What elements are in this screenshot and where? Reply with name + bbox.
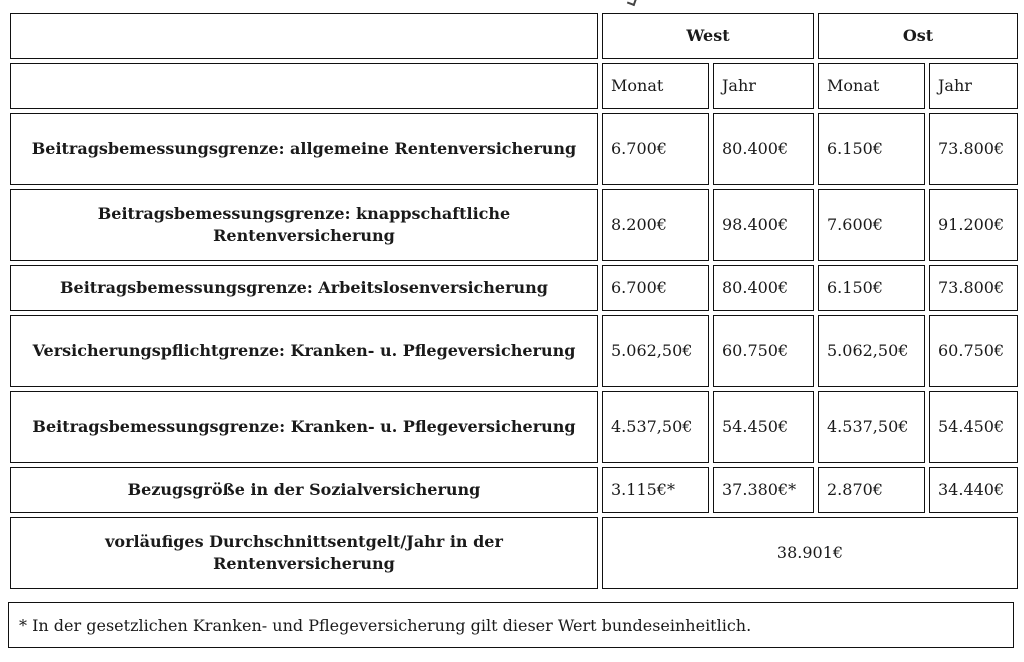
cropped-top-edge [0,0,1024,8]
row-label: Beitragsbemessungsgrenze: Arbeitslosenversicherung [10,265,598,311]
cell-west-monat: 8.200€ [602,189,709,261]
footnote: * In der gesetzlichen Kranken- und Pflegeversicherung gilt dieser Wert bundeseinheitlich. [8,602,1014,648]
cell-west-jahr: 98.400€ [713,189,814,261]
table-row-merged [10,517,1018,589]
header-row-period [10,63,1018,109]
header-ost: Ost [818,13,1018,59]
row-label: vorläufiges Durchschnittsentgelt/Jahr in der Rentenversicherung [10,517,598,589]
cell-west-jahr: 80.400€ [713,113,814,185]
header-ost-monat: Monat [818,63,925,109]
table-row [10,467,1018,513]
cell-ost-monat: 6.150€ [818,113,925,185]
header-west-jahr: Jahr [713,63,814,109]
cell-west-monat: 6.700€ [602,265,709,311]
cell-ost-monat: 4.537,50€ [818,391,925,463]
cell-ost-jahr: 73.800€ [929,113,1018,185]
cell-ost-jahr: 60.750€ [929,315,1018,387]
cell-ost-monat: 2.870€ [818,467,925,513]
cell-west-monat: 6.700€ [602,113,709,185]
header-west: West [602,13,814,59]
table-row [10,113,1018,185]
cell-west-jahr: 54.450€ [713,391,814,463]
header-corner-cell [10,13,598,59]
cell-west-jahr: 37.380€* [713,467,814,513]
table-row [10,189,1018,261]
row-label: Beitragsbemessungsgrenze: knappschaftliche Rentenversicherung [10,189,598,261]
cell-ost-monat: 7.600€ [818,189,925,261]
cell-ost-monat: 6.150€ [818,265,925,311]
header-row-region [10,13,1018,59]
row-label: Beitragsbemessungsgrenze: Kranken- u. Pflegeversicherung [10,391,598,463]
cell-west-jahr: 60.750€ [713,315,814,387]
cell-west-monat: 5.062,50€ [602,315,709,387]
cell-ost-jahr: 91.200€ [929,189,1018,261]
header-ost-jahr: Jahr [929,63,1018,109]
cell-ost-jahr: 73.800€ [929,265,1018,311]
table-row [10,265,1018,311]
cropped-glyph-fragment [627,0,637,6]
subheader-corner-cell [10,63,598,109]
row-label: Bezugsgröße in der Sozialversicherung [10,467,598,513]
cell-ost-jahr: 34.440€ [929,467,1018,513]
merged-value-cell: 38.901€ [602,517,1018,589]
cell-west-monat: 3.115€* [602,467,709,513]
cell-west-jahr: 80.400€ [713,265,814,311]
cell-ost-monat: 5.062,50€ [818,315,925,387]
table-row [10,391,1018,463]
cell-west-monat: 4.537,50€ [602,391,709,463]
row-label: Beitragsbemessungsgrenze: allgemeine Rentenversicherung [10,113,598,185]
cell-ost-jahr: 54.450€ [929,391,1018,463]
row-label: Versicherungspflichtgrenze: Kranken- u. Pflegeversicherung [10,315,598,387]
header-west-monat: Monat [602,63,709,109]
contribution-limits-table [6,9,1022,593]
table-row [10,315,1018,387]
